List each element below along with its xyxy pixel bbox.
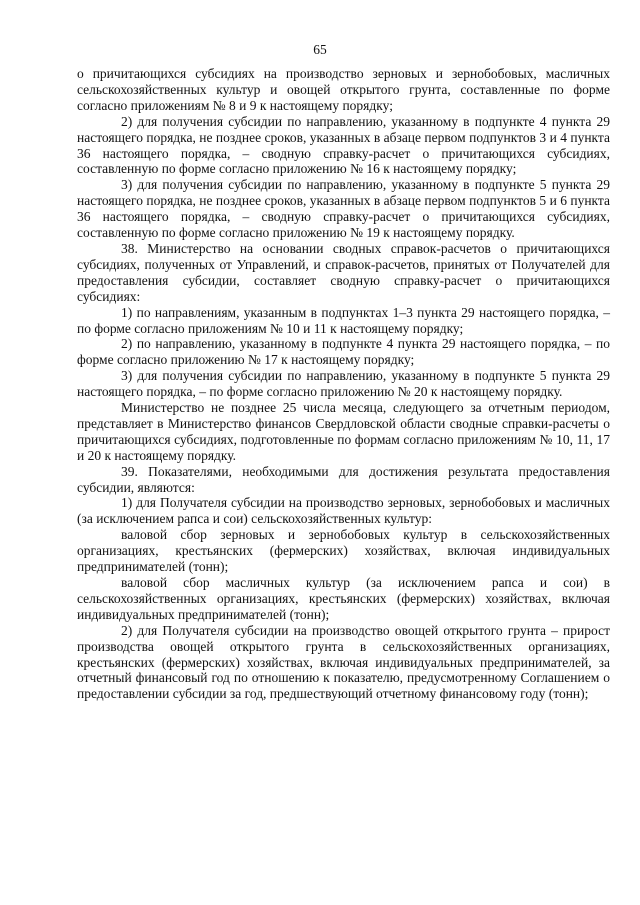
paragraph-37-3: 3) для получения субсидии по направлению, указанному в подпункте 5 пункта 29 настоящего порядка, не позднее сроков, указанных в абзаце первом подпунктов 5 и 6 пункта 36 настоящего порядка, – сводную справку-расчет о причитающихся субсидиях, составленную по форме согласно приложению № 19 к настоящему порядку. — [77, 177, 610, 241]
paragraph-38-deadline: Министерство не позднее 25 числа месяца, следующего за отчетным периодом, представляет в Министерство финансов Свердловской области сводные справки-расчеты о причитающихся субсидиях, подготовленные по формам согласно приложениям № 10, 11, 17 и 20 к настоящему порядку. — [77, 400, 610, 463]
paragraph-39: 39. Показателями, необходимыми для достижения результата предоставления субсидии, являются: — [77, 463, 610, 495]
paragraph-39-1: 1) для Получателя субсидии на производство зерновых, зернобобовых и масличных (за исключением рапса и сои) сельскохозяйственных культур: — [77, 495, 610, 527]
paragraph-38-3: 3) для получения субсидии по направлению, указанному в подпункте 5 пункта 29 настоящего порядка, – по форме согласно приложению № 20 к настоящему порядку. — [77, 368, 610, 400]
document-body — [77, 66, 610, 702]
paragraph-38: 38. Министерство на основании сводных справок-расчетов о причитающихся субсидиях, полученных от Управлений, и справок-расчетов, принятых от Получателей для предоставления субсидии, составляет сводную справку-расчет о причитающихся субсидиях: — [77, 240, 610, 304]
paragraph-continuation: о причитающихся субсидиях на производство зерновых и зернобобовых, масличных сельскохозяйственных культур и овощей открытого грунта, составленные по форме согласно приложениям № 8 и 9 к настоящему порядку; — [77, 66, 610, 113]
paragraph-39-1-grain: валовой сбор зерновых и зернобобовых культур в сельскохозяйственных организациях, крестьянских (фермерских) хозяйствах, включая индивидуальных предпринимателей (тонн); — [77, 527, 610, 575]
paragraph-38-2: 2) по направлению, указанному в подпункте 4 пункта 29 настоящего порядка, – по форме согласно приложению № 17 к настоящему порядку; — [77, 336, 610, 368]
page-number: 65 — [313, 42, 327, 57]
paragraph-38-1: 1) по направлениям, указанным в подпунктах 1–3 пункта 29 настоящего порядка, – по форме согласно приложениям № 10 и 11 к настоящему порядку; — [77, 304, 610, 336]
paragraph-37-2: 2) для получения субсидии по направлению, указанному в подпункте 4 пункта 29 настоящего порядка, не позднее сроков, указанных в абзаце первом подпунктов 3 и 4 пункта 36 настоящего порядка, – сводную справку-расчет о причитающихся субсидиях, составленную по форме согласно приложению № 16 к настоящему порядку; — [77, 113, 610, 177]
paragraph-39-1-oilseed: валовой сбор масличных культур (за исключением рапса и сои) в сельскохозяйственных организациях, крестьянских (фермерских) хозяйствах, включая индивидуальных предпринимателей (тонн); — [77, 575, 610, 622]
paragraph-39-2: 2) для Получателя субсидии на производство овощей открытого грунта – прирост производства овощей открытого грунта в сельскохозяйственных организациях, крестьянских (фермерских) хозяйствах, включая индивидуальных предпринимателей, за отчетный финансовый год по отношению к показателю, предусмотренному Соглашением о предоставлении субсидии за год, предшествующий отчетному финансовому году (тонн); — [77, 622, 610, 702]
